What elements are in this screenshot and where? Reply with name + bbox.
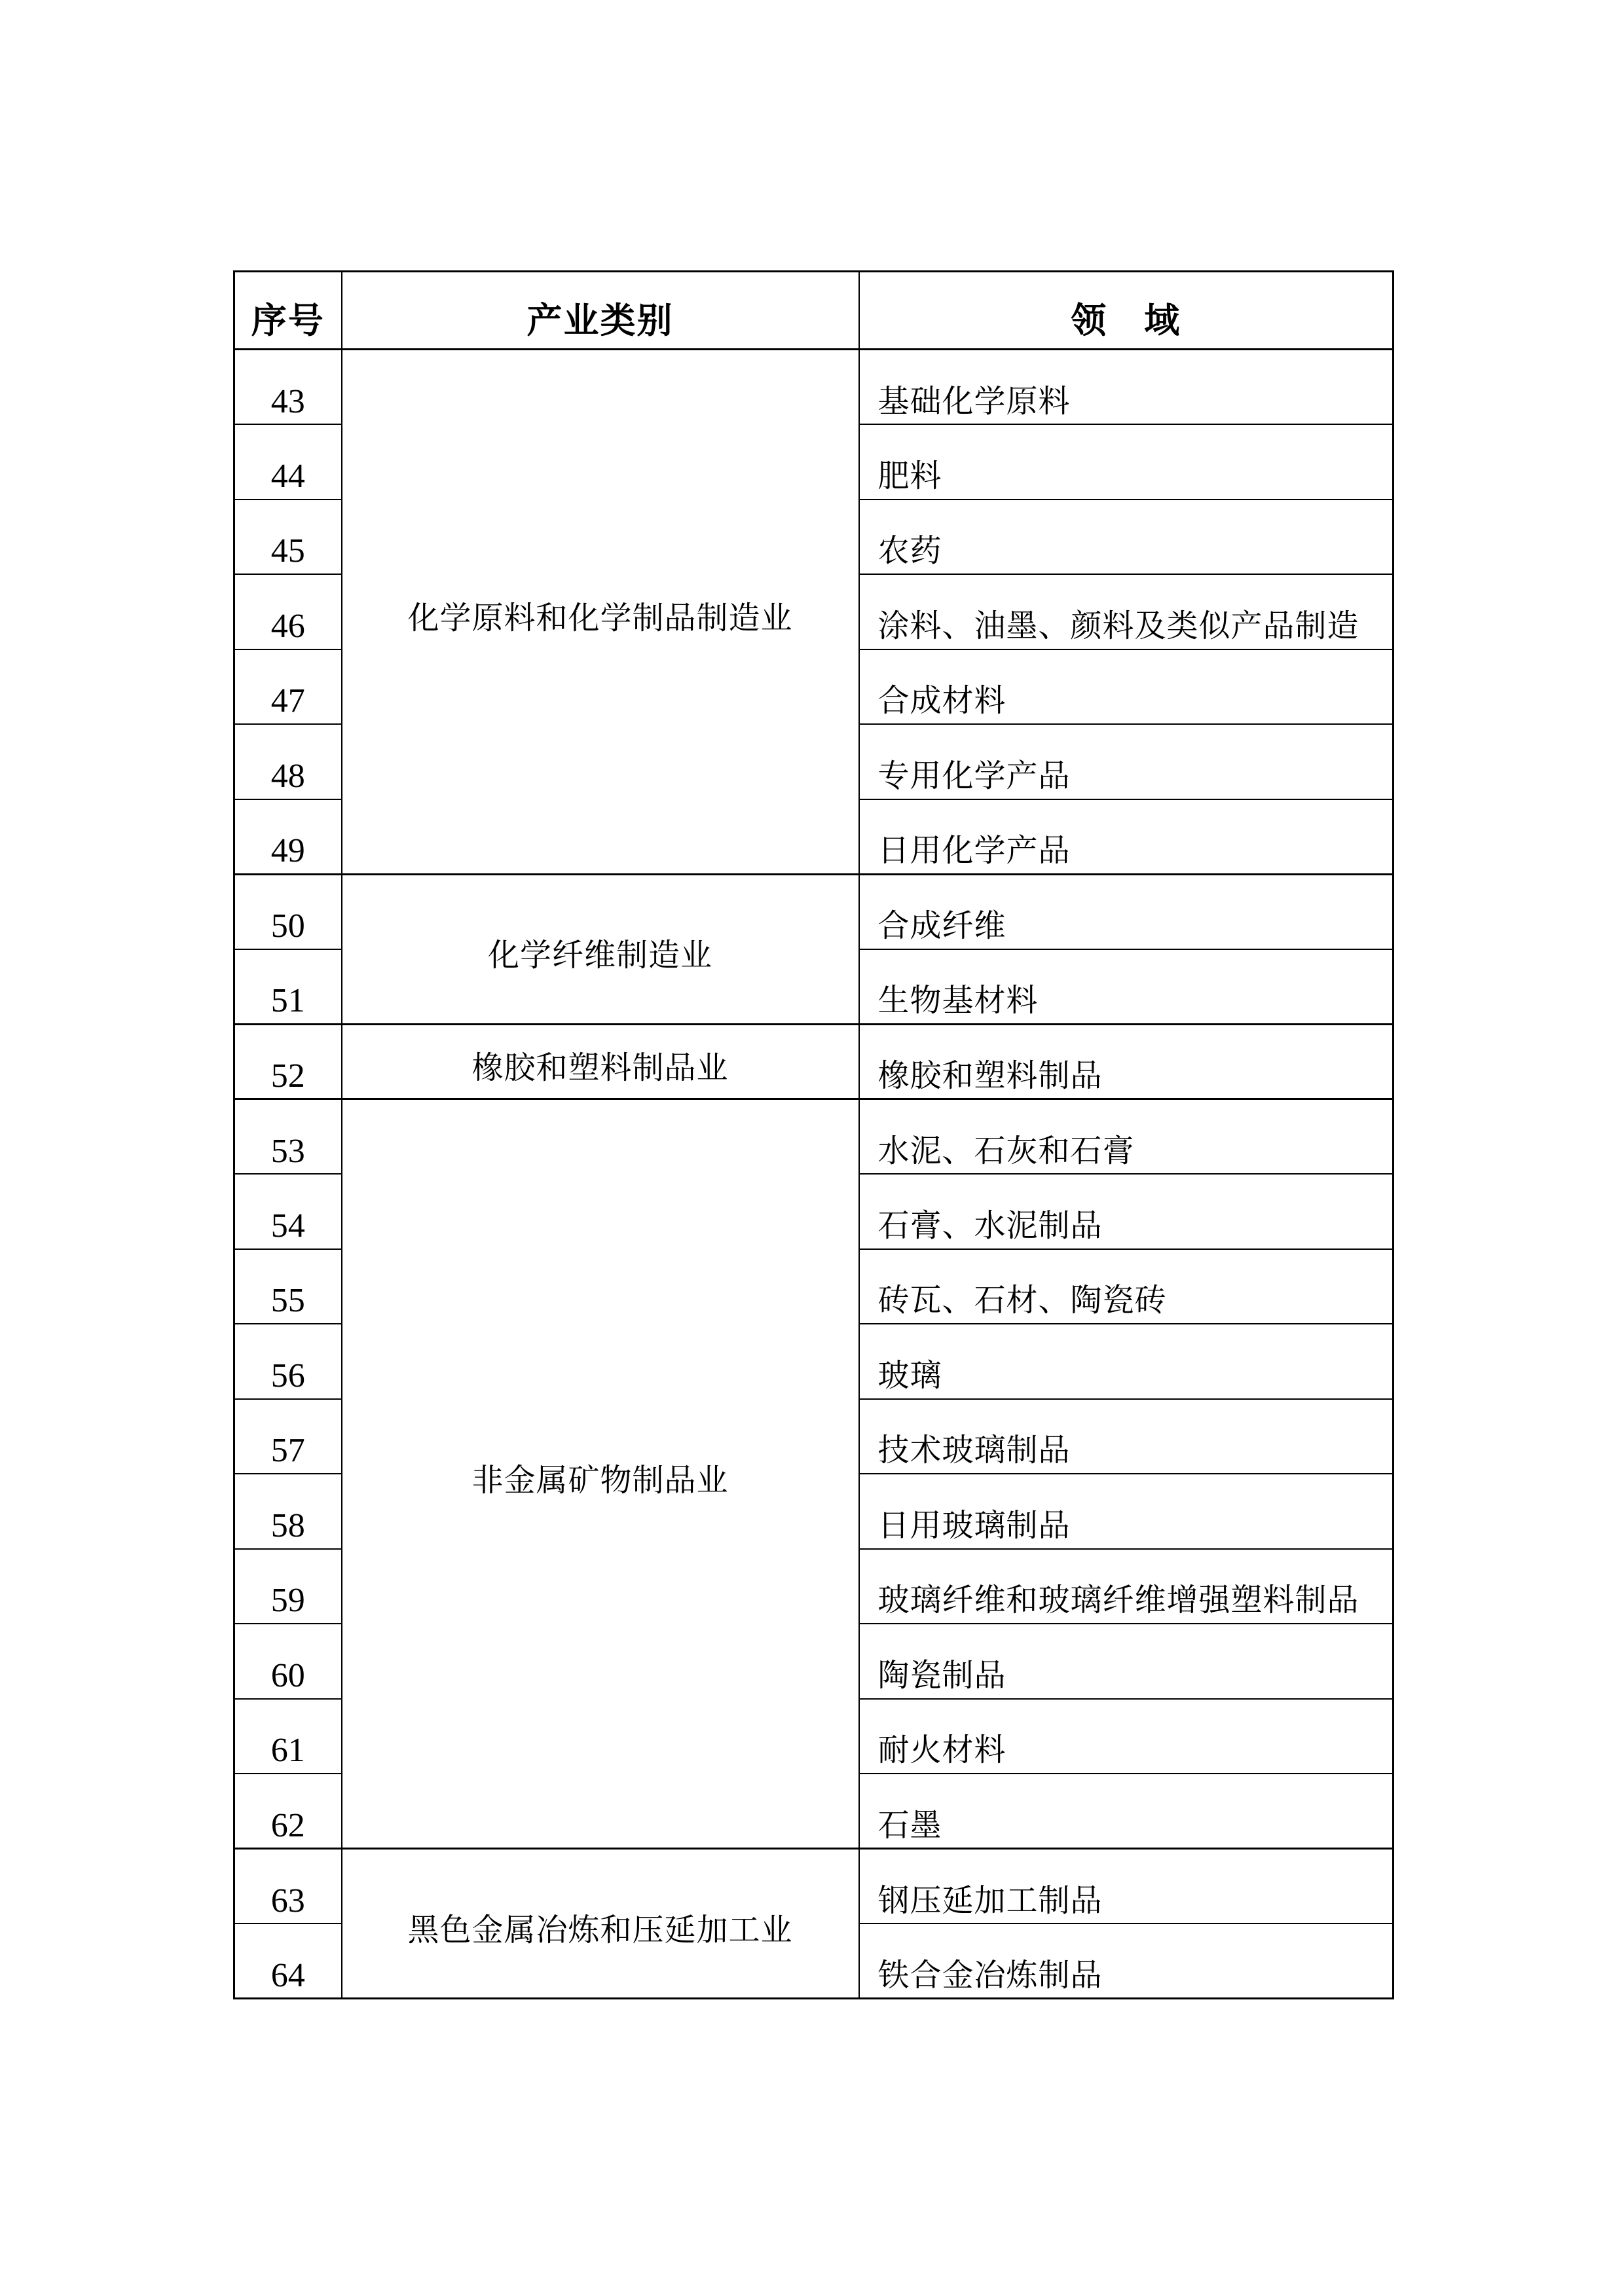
- field-cell: 玻璃纤维和玻璃纤维增强塑料制品: [859, 1549, 1393, 1624]
- field-cell: 肥料: [859, 424, 1393, 500]
- table-body: [234, 350, 1393, 1999]
- table-row: [234, 1849, 1393, 1924]
- table-row: [234, 1024, 1393, 1099]
- field-cell: 技术玻璃制品: [859, 1399, 1393, 1474]
- serial-cell: 64: [234, 1923, 342, 1999]
- field-cell: 水泥、石灰和石膏: [859, 1099, 1393, 1175]
- field-cell: 合成材料: [859, 649, 1393, 725]
- field-cell: 合成纤维: [859, 874, 1393, 949]
- category-cell: 橡胶和塑料制品业: [342, 1024, 859, 1099]
- field-cell: 砖瓦、石材、陶瓷砖: [859, 1249, 1393, 1324]
- field-cell: 钢压延加工制品: [859, 1849, 1393, 1924]
- field-cell: 日用玻璃制品: [859, 1474, 1393, 1549]
- serial-cell: 59: [234, 1549, 342, 1624]
- field-cell: 涂料、油墨、颜料及类似产品制造: [859, 574, 1393, 649]
- header-row: [234, 272, 1393, 350]
- field-cell: 石膏、水泥制品: [859, 1174, 1393, 1249]
- serial-cell: 57: [234, 1399, 342, 1474]
- field-cell: 石墨: [859, 1774, 1393, 1849]
- serial-cell: 53: [234, 1099, 342, 1175]
- field-cell: 陶瓷制品: [859, 1624, 1393, 1699]
- serial-cell: 48: [234, 724, 342, 799]
- header-cell-serial: 序号: [234, 272, 342, 350]
- serial-cell: 50: [234, 874, 342, 949]
- field-cell: 农药: [859, 500, 1393, 575]
- serial-cell: 49: [234, 799, 342, 875]
- serial-cell: 51: [234, 949, 342, 1025]
- table-header: [234, 272, 1393, 350]
- industry-table: [233, 270, 1394, 1999]
- category-cell: 化学纤维制造业: [342, 874, 859, 1024]
- category-cell: 非金属矿物制品业: [342, 1099, 859, 1849]
- serial-cell: 63: [234, 1849, 342, 1924]
- field-cell: 耐火材料: [859, 1699, 1393, 1774]
- table-row: [234, 1099, 1393, 1175]
- serial-cell: 56: [234, 1324, 342, 1399]
- serial-cell: 58: [234, 1474, 342, 1549]
- serial-cell: 60: [234, 1624, 342, 1699]
- field-cell: 基础化学原料: [859, 350, 1393, 425]
- serial-cell: 62: [234, 1774, 342, 1849]
- field-cell: 日用化学产品: [859, 799, 1393, 875]
- field-cell: 生物基材料: [859, 949, 1393, 1025]
- serial-cell: 61: [234, 1699, 342, 1774]
- header-cell-category: 产业类别: [342, 272, 859, 350]
- serial-cell: 45: [234, 500, 342, 575]
- category-cell: 黑色金属冶炼和压延加工业: [342, 1849, 859, 1999]
- table-row: [234, 874, 1393, 949]
- field-cell: 专用化学产品: [859, 724, 1393, 799]
- header-cell-field: 领 域: [859, 272, 1393, 350]
- category-cell: 化学原料和化学制品制造业: [342, 350, 859, 875]
- field-cell: 橡胶和塑料制品: [859, 1024, 1393, 1099]
- serial-cell: 52: [234, 1024, 342, 1099]
- field-cell: 玻璃: [859, 1324, 1393, 1399]
- serial-cell: 47: [234, 649, 342, 725]
- serial-cell: 55: [234, 1249, 342, 1324]
- table-row: [234, 350, 1393, 425]
- serial-cell: 54: [234, 1174, 342, 1249]
- serial-cell: 43: [234, 350, 342, 425]
- serial-cell: 44: [234, 424, 342, 500]
- field-cell: 铁合金冶炼制品: [859, 1923, 1393, 1999]
- serial-cell: 46: [234, 574, 342, 649]
